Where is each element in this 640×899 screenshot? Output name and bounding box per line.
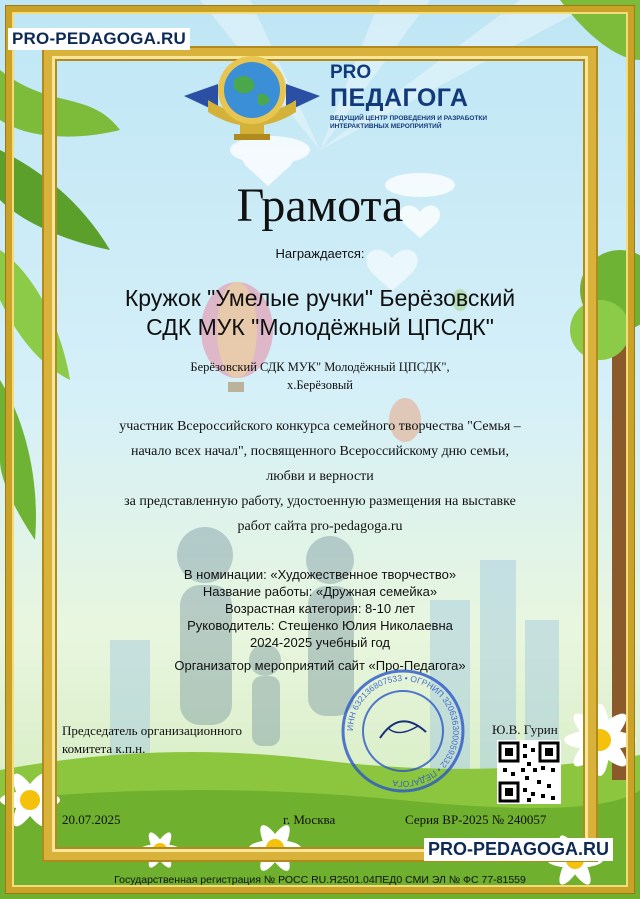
work-title: Название работы: «Дружная семейка» [202,584,438,599]
issue-city: г. Москва [283,812,336,827]
issue-date: 20.07.2025 [62,812,121,827]
age-category: Возрастная категория: 8-10 лет [224,601,416,616]
chair-title [62,722,242,758]
description-line: начало всех начал", посвященного Всероссийскому дню семьи, [131,444,509,459]
description-line: работ сайта pro-pedagoga.ru [237,519,403,534]
description-line: за представленную работу, удостоенную размещения на выставке [124,494,516,509]
award-details [100,566,540,674]
seal-text: ИНН 632136807533 • ОГРНИП 320636300059332 • ПЕДАГОГА [344,672,462,790]
chair-line: Председатель организационного [62,723,243,738]
official-seal [340,668,466,794]
series-number: Серия ВР-2025 № 240057 [405,812,547,827]
award-description [80,414,560,539]
registration-info: Государственная регистрация № РОСС RU.Я2501.04ПЕД0 СМИ ЭЛ № ФС 77-81559 [114,874,526,886]
tree-decoration [570,250,640,780]
supervisor: Руководитель: Стешенко Юлия Николаевна [187,618,453,633]
recipient-organization [160,358,480,394]
description-line: любви и верности [266,469,374,484]
brand-tagline: ВЕДУЩИЙ ЦЕНТР ПРОВЕДЕНИЯ И РАЗРАБОТКИ ИНТЕРАКТИВНЫХ МЕРОПРИЯТИЙ [330,115,488,130]
chair-line: комитета к.п.н. [62,741,146,756]
org-line: Берёзовский СДК МУК" Молодёжный ЦПСДК", [190,360,450,374]
awarded-label: Награждается: [275,246,365,261]
qr-code [497,740,561,804]
school-year: 2024-2025 учебный год [250,635,390,650]
org-line: х.Берёзовый [286,378,353,392]
certificate-title: Грамота [236,179,404,232]
organizer: Организатор мероприятий сайт «Про-Педагога» [174,658,466,673]
recipient-name [60,284,580,342]
description-line: участник Всероссийского конкурса семейного творчества "Семья – [119,419,521,434]
site-label-top: PRO-PEDAGOGA.RU [8,28,190,50]
recipient-line: Кружок "Умелые ручки" Берёзовский [124,285,516,311]
recipient-line: СДК МУК "Молодёжный ЦПСДК" [146,314,494,340]
nomination: В номинации: «Художественное творчество» [183,567,457,582]
brand-name-line2: ПЕДАГОГА [330,84,469,112]
site-label-bottom: PRO-PEDAGOGA.RU [424,838,613,861]
brand-name-line1: PRO [330,62,372,83]
signatory-name: Ю.В. Гурин [492,722,558,737]
globe-logo-icon [178,50,326,146]
